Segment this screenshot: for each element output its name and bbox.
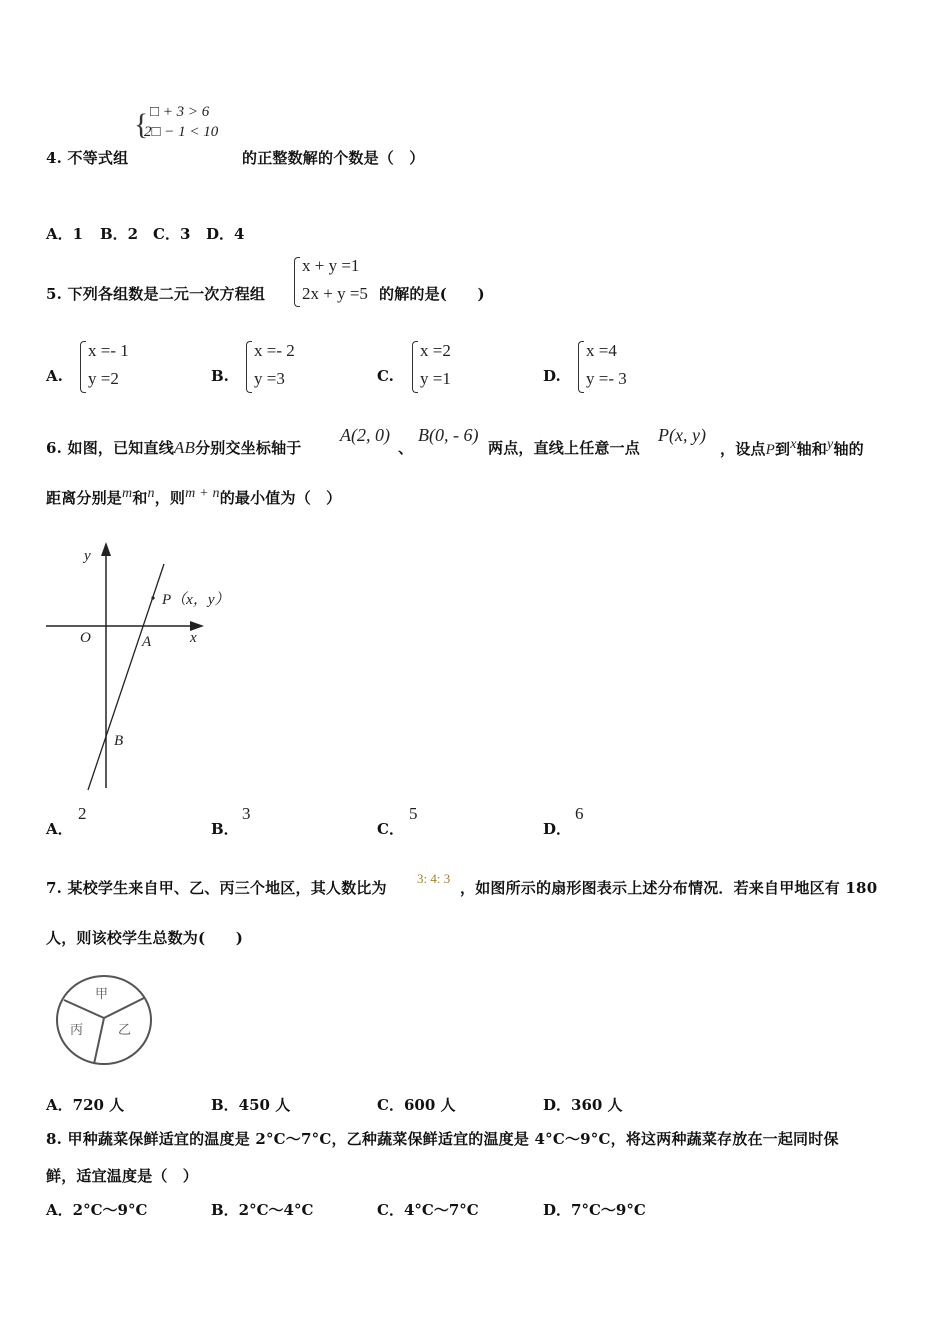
q6-line-ab: AB xyxy=(173,438,196,457)
q5-option-d-line1: x =4 xyxy=(586,341,617,360)
q6-line2-text-2: 和 xyxy=(132,489,148,507)
q5-option-a-label: A. xyxy=(46,367,63,385)
q7-pie-label-jia: 甲 xyxy=(95,987,109,1002)
q7-ratio: 3: 4: 3 xyxy=(417,871,451,886)
q6-y: y xyxy=(827,437,834,452)
q8-option-b[interactable]: B．2°C～4°C xyxy=(211,1201,314,1219)
q5-option-c-line2: y =1 xyxy=(420,369,451,388)
q5-option-d-line2: y =- 3 xyxy=(586,369,627,388)
q6-fig-p-label: P（x，y） xyxy=(162,592,230,608)
q6-line1 xyxy=(46,437,301,458)
q5-option-b-line2: y =3 xyxy=(254,369,285,388)
q5-option-c-label: C. xyxy=(377,367,394,385)
q5-option-a-line1: x =- 1 xyxy=(88,341,129,360)
q6-text-4: ，设点 xyxy=(720,440,766,458)
q6-point-b: B(0, - 6) xyxy=(418,425,479,445)
q7-line2: 人，则该校学生总数为( ) xyxy=(46,929,243,947)
q5-option-d-label: D. xyxy=(543,367,561,385)
q6-line2-text-3: ，则 xyxy=(154,489,186,507)
q5-option-b-line1: x =- 2 xyxy=(254,341,295,360)
q6-option-a-label: A． xyxy=(46,820,73,838)
q4-brace: { xyxy=(134,108,149,141)
q6-separator: 、 xyxy=(398,439,414,457)
q7-option-a[interactable]: A．720 人 xyxy=(46,1096,125,1114)
q5-system-line1: x + y =1 xyxy=(302,256,360,275)
q7-number: 7. xyxy=(46,879,63,897)
q5-system-line2: 2x + y =5 xyxy=(302,284,368,303)
q5-option-c-line1: x =2 xyxy=(420,341,451,360)
q6-m-plus-n: m + n xyxy=(185,486,220,501)
q6-text-1: 如图，已知直线 xyxy=(67,439,174,457)
q8-line1 xyxy=(46,1128,839,1149)
q6-coordinate-figure xyxy=(40,540,260,800)
q6-fig-o-label: O xyxy=(80,630,91,646)
q8-option-d[interactable]: D．7°C～9°C xyxy=(543,1201,646,1219)
q6-text-3: 两点，直线上任意一点 xyxy=(488,439,641,457)
q6-fig-x-label: x xyxy=(190,630,197,646)
q5-option-b-brace xyxy=(246,341,252,393)
q7-option-d[interactable]: D．360 人 xyxy=(543,1096,623,1114)
q6-line1-end xyxy=(720,437,864,459)
q4-text-after: 的正整数解的个数是（ ） xyxy=(242,149,425,167)
q6-text-2: 分别交坐标轴于 xyxy=(195,439,302,457)
q6-option-a-value: 2 xyxy=(78,804,87,823)
q6-fig-y-label: y xyxy=(84,548,91,564)
q5-option-b-label: B. xyxy=(211,367,229,385)
q6-point-p: P(x, y) xyxy=(658,425,706,445)
q5-option-a-brace xyxy=(80,341,86,393)
q6-line2-text-4: 的最小值为（ ） xyxy=(219,489,342,507)
q8-text-1: 甲种蔬菜保鲜适宜的温度是 2°C～7°C，乙种蔬菜保鲜适宜的温度是 4°C～9°C，将这两种蔬菜存放在一起同时保 xyxy=(67,1130,839,1148)
q6-text-5: 到 xyxy=(774,440,791,458)
q4-text-before: 不等式组 xyxy=(67,149,129,167)
q6-point-a: A(2, 0) xyxy=(340,425,390,445)
q4-option-b[interactable]: B．2 xyxy=(100,225,139,243)
q7-pie-label-yi: 乙 xyxy=(118,1023,132,1038)
q7-option-c[interactable]: C．600 人 xyxy=(377,1096,456,1114)
q8-option-a[interactable]: A．2°C～9°C xyxy=(46,1201,148,1219)
q6-fig-a-label: A xyxy=(142,634,152,650)
q7-text-1: 某校学生来自甲、乙、丙三个地区，其人数比为 xyxy=(67,879,387,897)
q5-option-c-brace xyxy=(412,341,418,393)
q4-stem xyxy=(46,147,128,168)
q5-text-before: 下列各组数是二元一次方程组 xyxy=(67,285,266,303)
q5-option-d-brace xyxy=(578,341,584,393)
q6-option-d-value: 6 xyxy=(575,804,584,823)
q4-system-line1: □ + 3 > 6 xyxy=(150,104,210,120)
q5-stem xyxy=(46,283,265,304)
q8-number: 8. xyxy=(46,1130,63,1148)
q6-text-7: 轴的 xyxy=(833,440,864,458)
q7-option-b[interactable]: B．450 人 xyxy=(211,1096,291,1114)
q8-line2: 鲜，适宜温度是（ ） xyxy=(46,1167,199,1185)
q7-text-2: ，如图所示的扇形图表示上述分布情况．若来自甲地区有 180 xyxy=(460,879,878,897)
q5-brace xyxy=(294,257,300,307)
q6-option-b-label: B． xyxy=(211,820,239,838)
q4-option-d[interactable]: D．4 xyxy=(206,225,245,243)
q4-option-c[interactable]: C．3 xyxy=(153,225,191,243)
q4-system-line2: 2□ − 1 < 10 xyxy=(144,124,219,140)
q8-option-c[interactable]: C．4°C～7°C xyxy=(377,1201,479,1219)
q6-p: P xyxy=(765,442,775,458)
q6-text-6: 轴和 xyxy=(796,440,828,458)
q6-number: 6. xyxy=(46,439,63,457)
q6-x: x xyxy=(790,437,797,452)
q7-pie-label-bing: 丙 xyxy=(70,1023,84,1038)
q6-point-p-dot xyxy=(151,596,154,599)
q4-option-a[interactable]: A．1 xyxy=(46,225,84,243)
q6-option-d-label: D． xyxy=(543,820,572,838)
q5-text-after: 的解的是( ) xyxy=(379,285,485,303)
q6-y-axis-arrow xyxy=(101,542,111,556)
q6-m: m xyxy=(122,486,133,501)
q7-pie-chart xyxy=(52,972,156,1068)
q6-option-c-label: C． xyxy=(377,820,404,838)
q5-number: 5. xyxy=(46,285,63,303)
q6-line2 xyxy=(46,486,341,508)
q7-line1 xyxy=(46,877,387,898)
q6-option-b-value: 3 xyxy=(242,804,251,823)
q6-n: n xyxy=(147,486,155,501)
q6-line2-text-1: 距离分别是 xyxy=(46,489,123,507)
q6-fig-b-label: B xyxy=(114,733,124,749)
q6-option-c-value: 5 xyxy=(409,804,418,823)
q4-number: 4. xyxy=(46,149,63,167)
q5-option-a-line2: y =2 xyxy=(88,369,119,388)
